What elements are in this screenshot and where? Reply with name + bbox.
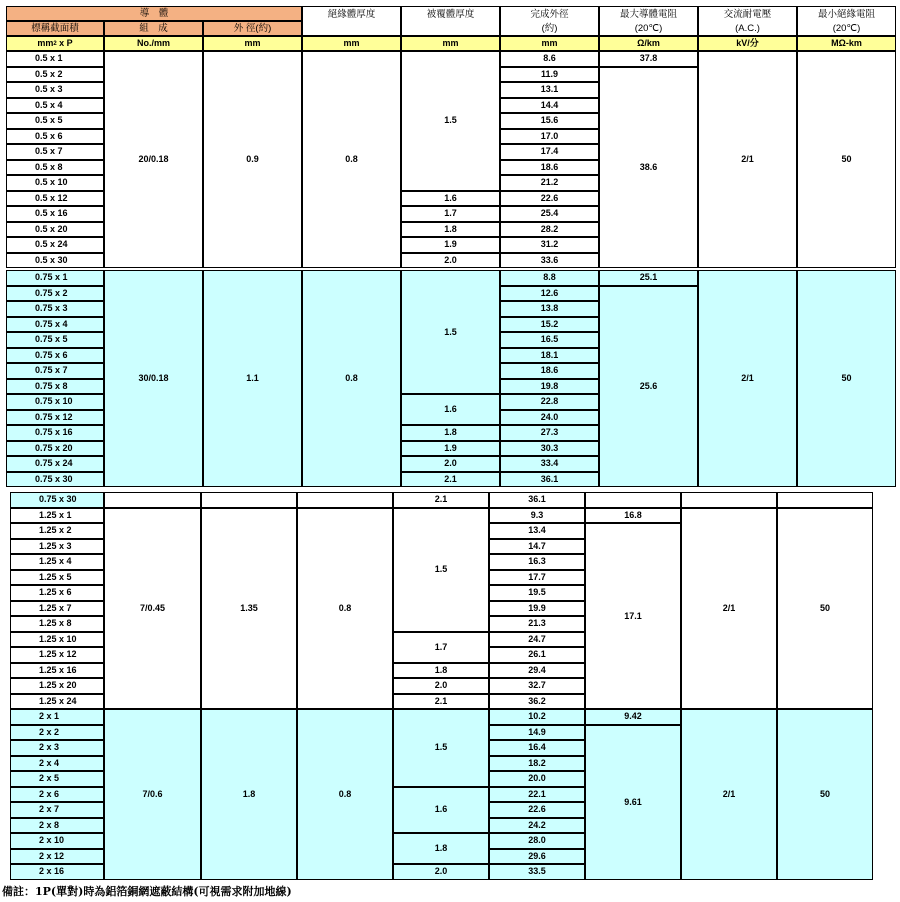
finished-od-cell: 18.1 (500, 348, 599, 364)
size-cell: 1.25 x 16 (10, 663, 104, 679)
finished-od-cell: 9.3 (489, 508, 585, 524)
finished-od-cell: 14.9 (489, 725, 585, 741)
sheath-cell: 1.5 (401, 270, 500, 394)
composition-cell: 30/0.18 (104, 270, 203, 487)
table-cell (297, 492, 393, 508)
size-cell: 0.75 x 20 (6, 441, 104, 457)
finished-od-cell: 30.3 (500, 441, 599, 457)
finished-od-cell: 12.6 (500, 286, 599, 302)
footnote: 備註：1P(單對)時為鋁箔銅網遮蔽結構(可視需求附加地線) (2, 885, 292, 898)
insulation-cell: 0.8 (302, 270, 401, 487)
outer-diameter-cell: 1.8 (201, 709, 297, 880)
finished-od-cell: 18.2 (489, 756, 585, 772)
column-header: 導 體 (6, 6, 302, 21)
size-cell: 0.5 x 16 (6, 206, 104, 222)
size-cell: 0.5 x 6 (6, 129, 104, 145)
size-cell: 2 x 10 (10, 833, 104, 849)
size-cell: 0.5 x 12 (6, 191, 104, 207)
sheath-cell: 1.9 (401, 441, 500, 457)
size-cell: 1.25 x 6 (10, 585, 104, 601)
column-header: 交流耐電壓 (A.C.) (698, 6, 797, 36)
sheath-cell: 1.5 (393, 508, 489, 632)
finished-od-cell: 22.8 (500, 394, 599, 410)
finished-od-cell: 18.6 (500, 160, 599, 176)
size-cell: 1.25 x 4 (10, 554, 104, 570)
unit-cell: mm 2 x P (6, 36, 104, 51)
size-cell: 0.5 x 1 (6, 51, 104, 67)
finished-od-cell: 22.1 (489, 787, 585, 803)
table-cell (104, 492, 201, 508)
size-cell: 0.75 x 10 (6, 394, 104, 410)
finished-od-cell: 26.1 (489, 647, 585, 663)
composition-cell: 7/0.6 (104, 709, 201, 880)
finished-od-cell: 36.1 (489, 492, 585, 508)
resistance-cell: 9.42 (585, 709, 681, 725)
size-cell: 2 x 2 (10, 725, 104, 741)
table-cell (681, 492, 777, 508)
finished-od-cell: 13.1 (500, 82, 599, 98)
insulation-resistance-cell: 50 (797, 270, 896, 487)
size-cell: 2 x 16 (10, 864, 104, 880)
finished-od-cell: 17.4 (500, 144, 599, 160)
composition-cell: 20/0.18 (104, 51, 203, 268)
finished-od-cell: 11.9 (500, 67, 599, 83)
finished-od-cell: 15.2 (500, 317, 599, 333)
size-cell: 1.25 x 1 (10, 508, 104, 524)
size-cell: 0.75 x 24 (6, 456, 104, 472)
finished-od-cell: 28.2 (500, 222, 599, 238)
finished-od-cell: 19.8 (500, 379, 599, 395)
sheath-cell: 1.7 (401, 206, 500, 222)
finished-od-cell: 19.5 (489, 585, 585, 601)
insulation-cell: 0.8 (297, 508, 393, 710)
sheath-cell: 2.0 (401, 253, 500, 269)
resistance-cell: 37.8 (599, 51, 698, 67)
finished-od-cell: 24.0 (500, 410, 599, 426)
unit-cell: mm (302, 36, 401, 51)
voltage-cell: 2/1 (681, 709, 777, 880)
size-cell: 0.75 x 5 (6, 332, 104, 348)
size-cell: 2 x 4 (10, 756, 104, 772)
resistance-cell: 25.1 (599, 270, 698, 286)
finished-od-cell: 32.7 (489, 678, 585, 694)
voltage-cell: 2/1 (698, 51, 797, 268)
finished-od-cell: 18.6 (500, 363, 599, 379)
unit-cell: Ω/km (599, 36, 698, 51)
column-header: 外 徑(約) (203, 21, 302, 36)
unit-cell: mm (500, 36, 599, 51)
sheath-cell: 2.1 (401, 472, 500, 488)
finished-od-cell: 19.9 (489, 601, 585, 617)
sheath-cell: 2.0 (401, 456, 500, 472)
finished-od-cell: 36.1 (500, 472, 599, 488)
size-cell: 2 x 8 (10, 818, 104, 834)
size-cell: 0.5 x 5 (6, 113, 104, 129)
finished-od-cell: 24.7 (489, 632, 585, 648)
finished-od-cell: 10.2 (489, 709, 585, 725)
resistance-cell: 17.1 (585, 523, 681, 709)
finished-od-cell: 31.2 (500, 237, 599, 253)
sheath-cell: 1.6 (401, 191, 500, 207)
sheath-cell: 1.8 (393, 833, 489, 864)
column-header: 標稱截面積 (6, 21, 104, 36)
size-cell: 0.75 x 7 (6, 363, 104, 379)
size-cell: 0.75 x 6 (6, 348, 104, 364)
finished-od-cell: 27.3 (500, 425, 599, 441)
voltage-cell: 2/1 (681, 508, 777, 710)
size-cell: 1.25 x 3 (10, 539, 104, 555)
column-header: 完成外徑 (約) (500, 6, 599, 36)
unit-cell: No./mm (104, 36, 203, 51)
size-cell: 0.75 x 12 (6, 410, 104, 426)
size-cell: 1.25 x 20 (10, 678, 104, 694)
unit-cell: kV/分 (698, 36, 797, 51)
insulation-resistance-cell: 50 (797, 51, 896, 268)
finished-od-cell: 8.6 (500, 51, 599, 67)
table-cell (201, 492, 297, 508)
size-cell: 0.5 x 24 (6, 237, 104, 253)
size-cell: 0.5 x 2 (6, 67, 104, 83)
finished-od-cell: 17.0 (500, 129, 599, 145)
size-cell: 1.25 x 7 (10, 601, 104, 617)
sheath-cell: 1.8 (393, 663, 489, 679)
size-cell: 0.5 x 30 (6, 253, 104, 269)
finished-od-cell: 15.6 (500, 113, 599, 129)
sheath-cell: 1.6 (393, 787, 489, 834)
outer-diameter-cell: 0.9 (203, 51, 302, 268)
column-header: 絕緣體厚度 (302, 6, 401, 36)
insulation-cell: 0.8 (302, 51, 401, 268)
size-cell: 1.25 x 10 (10, 632, 104, 648)
size-cell: 0.5 x 8 (6, 160, 104, 176)
finished-od-cell: 20.0 (489, 771, 585, 787)
unit-cell: mm (203, 36, 302, 51)
size-cell: 0.5 x 10 (6, 175, 104, 191)
size-cell: 2 x 6 (10, 787, 104, 803)
sheath-cell: 1.8 (401, 425, 500, 441)
insulation-resistance-cell: 50 (777, 508, 873, 710)
column-header: 組 成 (104, 21, 203, 36)
size-cell: 0.75 x 8 (6, 379, 104, 395)
finished-od-cell: 16.3 (489, 554, 585, 570)
outer-diameter-cell: 1.1 (203, 270, 302, 487)
finished-od-cell: 21.3 (489, 616, 585, 632)
size-cell: 2 x 7 (10, 802, 104, 818)
size-cell: 0.75 x 2 (6, 286, 104, 302)
sheath-cell: 1.9 (401, 237, 500, 253)
size-cell: 0.75 x 30 (6, 472, 104, 488)
finished-od-cell: 16.5 (500, 332, 599, 348)
size-cell: 0.75 x 16 (6, 425, 104, 441)
finished-od-cell: 17.7 (489, 570, 585, 586)
finished-od-cell: 36.2 (489, 694, 585, 710)
sheath-cell: 2.0 (393, 864, 489, 880)
finished-od-cell: 22.6 (500, 191, 599, 207)
size-cell: 0.75 x 30 (10, 492, 104, 508)
insulation-cell: 0.8 (297, 709, 393, 880)
finished-od-cell: 13.4 (489, 523, 585, 539)
size-cell: 0.5 x 4 (6, 98, 104, 114)
finished-od-cell: 14.7 (489, 539, 585, 555)
size-cell: 2 x 5 (10, 771, 104, 787)
unit-cell: MΩ-km (797, 36, 896, 51)
finished-od-cell: 21.2 (500, 175, 599, 191)
size-cell: 1.25 x 5 (10, 570, 104, 586)
finished-od-cell: 14.4 (500, 98, 599, 114)
size-cell: 0.75 x 3 (6, 301, 104, 317)
finished-od-cell: 33.6 (500, 253, 599, 269)
column-header: 最大導體電阻 (20℃) (599, 6, 698, 36)
size-cell: 1.25 x 8 (10, 616, 104, 632)
sheath-cell: 2.1 (393, 694, 489, 710)
finished-od-cell: 28.0 (489, 833, 585, 849)
sheath-cell: 1.5 (393, 709, 489, 787)
size-cell: 0.75 x 4 (6, 317, 104, 333)
composition-cell: 7/0.45 (104, 508, 201, 710)
table-cell (585, 492, 681, 508)
insulation-resistance-cell: 50 (777, 709, 873, 880)
sheath-cell: 1.5 (401, 51, 500, 191)
column-header: 最小絕緣電阻 (20℃) (797, 6, 896, 36)
sheath-cell: 1.7 (393, 632, 489, 663)
outer-diameter-cell: 1.35 (201, 508, 297, 710)
size-cell: 1.25 x 24 (10, 694, 104, 710)
voltage-cell: 2/1 (698, 270, 797, 487)
finished-od-cell: 22.6 (489, 802, 585, 818)
finished-od-cell: 24.2 (489, 818, 585, 834)
size-cell: 2 x 3 (10, 740, 104, 756)
size-cell: 1.25 x 12 (10, 647, 104, 663)
size-cell: 0.5 x 7 (6, 144, 104, 160)
size-cell: 2 x 12 (10, 849, 104, 865)
finished-od-cell: 8.8 (500, 270, 599, 286)
sheath-cell: 2.0 (393, 678, 489, 694)
size-cell: 2 x 1 (10, 709, 104, 725)
sheath-cell: 1.8 (401, 222, 500, 238)
table-cell (777, 492, 873, 508)
column-header: 被覆體厚度 (401, 6, 500, 36)
resistance-cell: 16.8 (585, 508, 681, 524)
size-cell: 0.75 x 1 (6, 270, 104, 286)
finished-od-cell: 13.8 (500, 301, 599, 317)
finished-od-cell: 29.4 (489, 663, 585, 679)
finished-od-cell: 29.6 (489, 849, 585, 865)
unit-cell: mm (401, 36, 500, 51)
finished-od-cell: 33.4 (500, 456, 599, 472)
size-cell: 1.25 x 2 (10, 523, 104, 539)
sheath-cell: 1.6 (401, 394, 500, 425)
resistance-cell: 38.6 (599, 67, 698, 269)
finished-od-cell: 16.4 (489, 740, 585, 756)
finished-od-cell: 25.4 (500, 206, 599, 222)
sheath-cell: 2.1 (393, 492, 489, 508)
resistance-cell: 9.61 (585, 725, 681, 880)
finished-od-cell: 33.5 (489, 864, 585, 880)
size-cell: 0.5 x 20 (6, 222, 104, 238)
resistance-cell: 25.6 (599, 286, 698, 488)
size-cell: 0.5 x 3 (6, 82, 104, 98)
